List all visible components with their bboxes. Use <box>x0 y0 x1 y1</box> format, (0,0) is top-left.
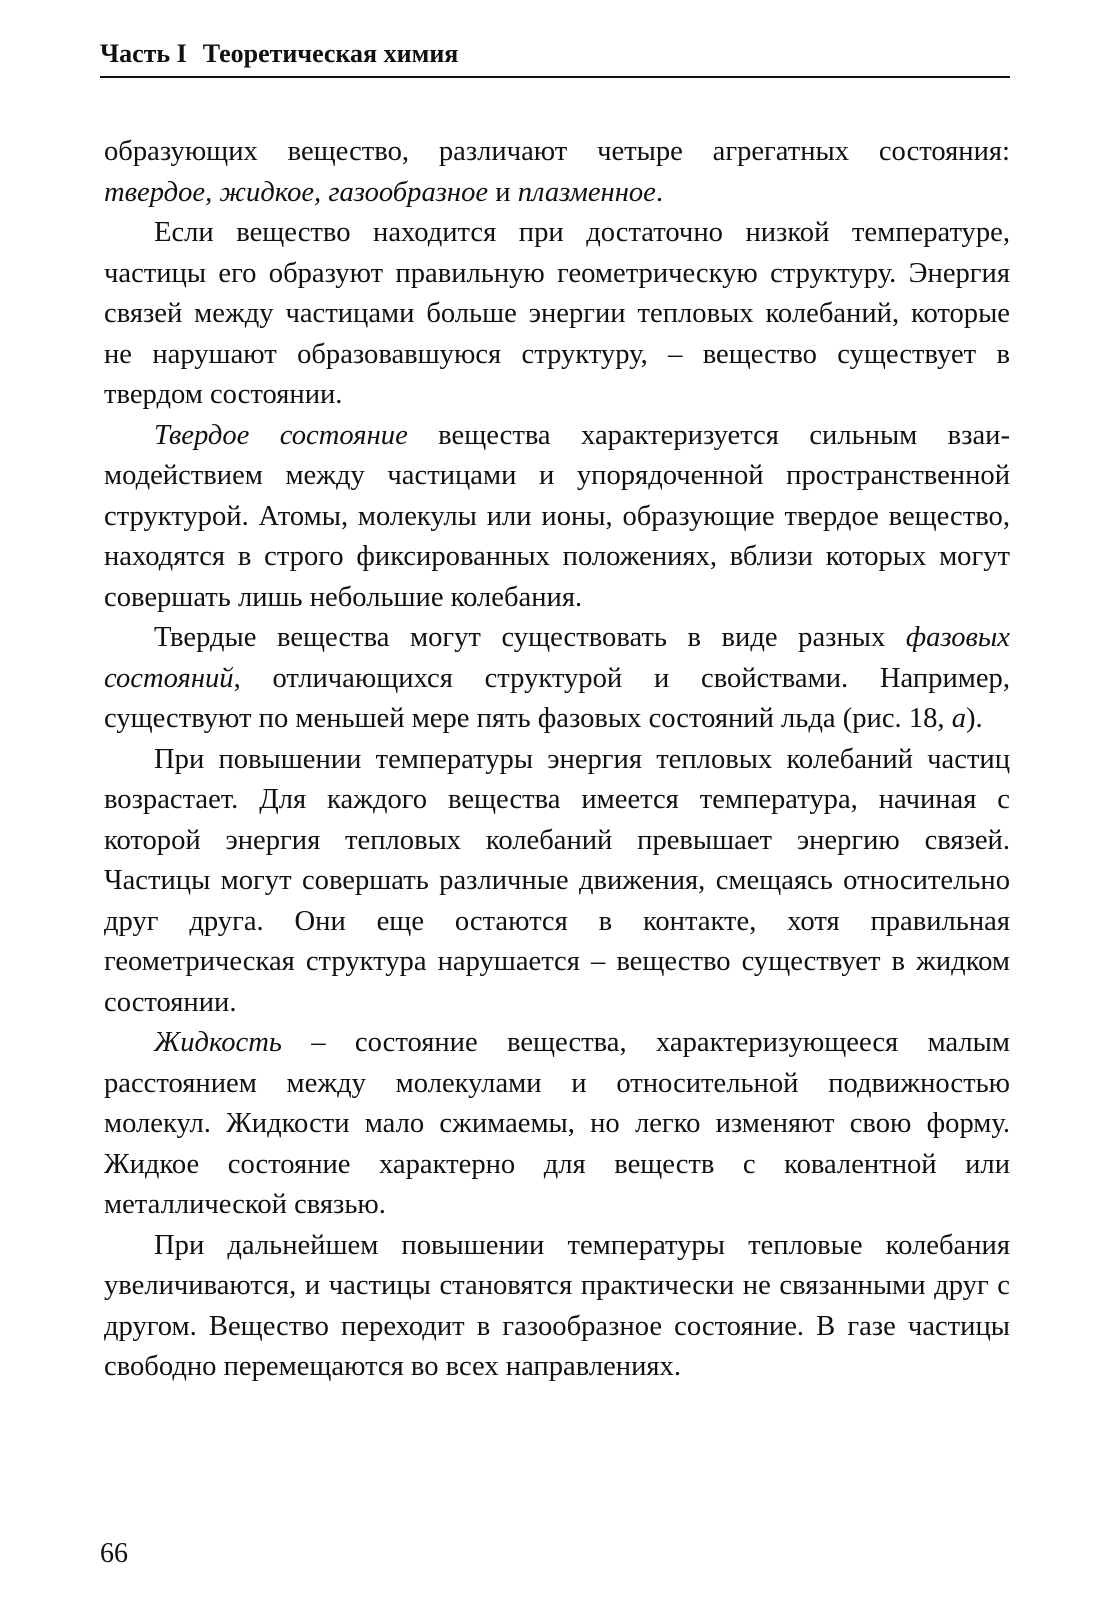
text-run: образующих вещество, различают четыре агрегатных состояния: <box>104 136 1010 167</box>
italic-term: фазовых состояний <box>104 622 1010 694</box>
text-run: Твердые вещества могут существовать в виде разных <box>154 622 906 653</box>
text-run: . <box>655 176 664 208</box>
part-label: Часть I <box>100 39 187 68</box>
text-run: При дальнейшем повышении температуры тепловые колебания увеличиваются, и частицы становятся практически не связанными друг с другом. Вещество переходит в газообразное состояние. В газе частицы свободно перемещаются во всех направлениях. <box>104 1229 1010 1382</box>
paragraph <box>104 1023 1010 1226</box>
italic-term: Жидкость <box>154 1027 282 1058</box>
paragraph <box>104 213 1010 416</box>
text-run: Если вещество находится при достаточно низкой температуре, частицы его образуют правильную геометрическую структуру. Энергия связей между частицами больше энергии тепловых колебаний, которые не нарушают образовавшуюся структуру, – вещество существует в твердом состоянии. <box>104 217 1010 410</box>
italic-term: плазменное <box>517 176 656 208</box>
running-head <box>100 36 1010 72</box>
paragraph <box>104 740 1010 1024</box>
header-rule <box>100 76 1010 78</box>
text-run: , отличающихся структурой и свойствами. Например, существуют по меньшей мере пять фазовых состояний льда (рис. 18, <box>104 662 1010 734</box>
italic-term: твердое, жидкое, газообразное <box>104 176 489 208</box>
text-run: – состояние вещества, характеризующееся малым расстоянием между молекулами и относительной подвижностью молекул. Жидкости мало сжимаемы, но легко изменяют свою форму. Жидкое состояние характерно для веществ с ковалентной или металлической связью. <box>104 1027 1010 1220</box>
body-text <box>104 132 1010 1388</box>
paragraph <box>104 618 1010 740</box>
italic-term: Твердое состояние <box>154 419 408 451</box>
italic-term: а <box>951 703 967 734</box>
paragraph <box>104 1226 1010 1388</box>
page-number: 66 <box>100 1538 128 1569</box>
text-run: ). <box>966 703 983 734</box>
paragraph <box>104 132 1010 213</box>
text-run: вещества характеризуется сильным взаимодействием между частицами и упорядоченной пространственной структурой. Атомы, молекулы или ионы, образующие твердое вещество, находятся в строго фиксированных положениях, вблизи которых могут совершать лишь небольшие колебания. <box>104 419 1010 613</box>
text-run: и <box>488 176 518 208</box>
chapter-title: Теоретическая химия <box>202 39 459 68</box>
text-run: При повышении температуры энергия тепловых колебаний частиц возрастает. Для каждого вещества имеется температура, начиная с которой энергия тепловых колебаний превышает энергию связей. Частицы могут совершать различные движения, смещаясь относительно друг друга. Они еще остаются в контакте, хотя правильная геометрическая структура нарушается – вещество существует в жидком состоянии. <box>104 743 1010 1018</box>
paragraph <box>104 416 1010 619</box>
